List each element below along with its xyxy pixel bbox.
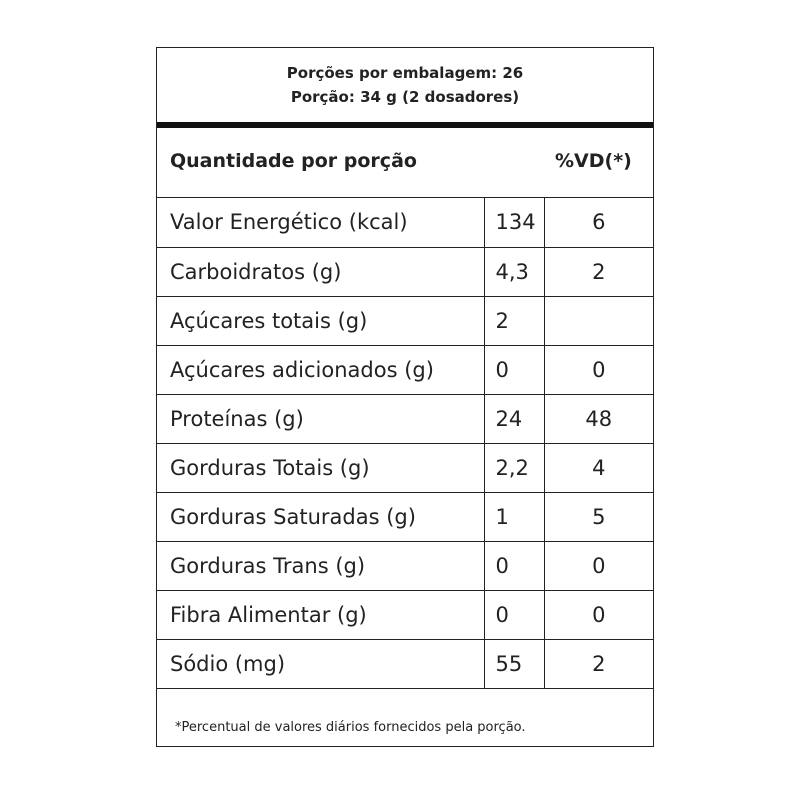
nutrient-daily-value <box>544 296 653 345</box>
nutrient-daily-value: 5 <box>544 492 653 541</box>
nutrient-daily-value: 0 <box>544 541 653 590</box>
nutrient-name: Proteínas (g) <box>157 394 484 443</box>
nutrient-quantity: 24 <box>484 394 544 443</box>
nutrient-name: Gorduras Trans (g) <box>157 541 484 590</box>
nutrient-name: Açúcares totais (g) <box>157 296 484 345</box>
nutrient-daily-value: 48 <box>544 394 653 443</box>
table-row <box>157 639 653 688</box>
nutrient-name: Fibra Alimentar (g) <box>157 590 484 639</box>
nutrient-quantity: 0 <box>484 345 544 394</box>
serving-size: Porção: 34 g (2 dosadores) <box>290 88 520 106</box>
table-row <box>157 247 653 296</box>
nutrient-quantity: 0 <box>484 590 544 639</box>
nutrient-daily-value: 2 <box>544 247 653 296</box>
table-row <box>157 590 653 639</box>
nutrient-quantity: 1 <box>484 492 544 541</box>
table-row <box>157 443 653 492</box>
nutrient-quantity: 55 <box>484 639 544 688</box>
daily-value-heading: %VD(*) <box>555 150 632 172</box>
footnote: *Percentual de valores diários fornecidos pela porção. <box>175 720 526 735</box>
nutrient-quantity: 2,2 <box>484 443 544 492</box>
nutrient-name: Gorduras Totais (g) <box>157 443 484 492</box>
table-row <box>157 541 653 590</box>
nutrient-name: Carboidratos (g) <box>157 247 484 296</box>
nutrient-quantity: 0 <box>484 541 544 590</box>
column-header <box>157 128 653 198</box>
nutrient-name: Gorduras Saturadas (g) <box>157 492 484 541</box>
table-row <box>157 492 653 541</box>
nutrient-name: Sódio (mg) <box>157 639 484 688</box>
nutrient-table <box>157 198 653 689</box>
servings-per-package: Porções por embalagem: 26 <box>286 64 524 82</box>
nutrient-name: Valor Energético (kcal) <box>157 198 484 247</box>
nutrient-quantity: 4,3 <box>484 247 544 296</box>
nutrient-quantity: 134 <box>484 198 544 247</box>
nutrient-daily-value: 4 <box>544 443 653 492</box>
nutrient-daily-value: 0 <box>544 345 653 394</box>
nutrient-quantity: 2 <box>484 296 544 345</box>
serving-info <box>157 48 653 122</box>
nutrition-facts-label <box>156 47 654 747</box>
nutrient-daily-value: 2 <box>544 639 653 688</box>
table-row <box>157 394 653 443</box>
table-row <box>157 198 653 247</box>
nutrient-daily-value: 0 <box>544 590 653 639</box>
table-row <box>157 296 653 345</box>
nutrient-name: Açúcares adicionados (g) <box>157 345 484 394</box>
table-row <box>157 345 653 394</box>
nutrient-daily-value: 6 <box>544 198 653 247</box>
amount-per-serving-heading: Quantidade por porção <box>170 150 417 172</box>
